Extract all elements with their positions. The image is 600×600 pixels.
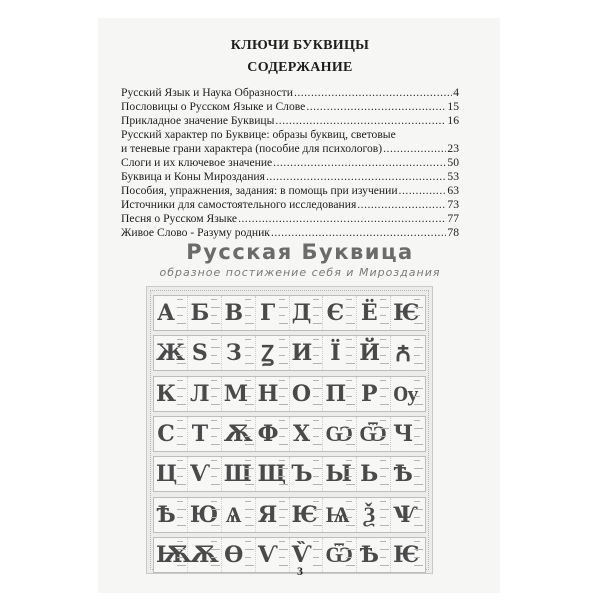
letter-cell [188,457,222,491]
letter-notes-decoration [313,297,322,329]
letter-notes-decoration [245,458,254,490]
toc-entry-page: 16 [447,114,459,127]
letter-notes-decoration [414,458,423,490]
toc-entry-page: 15 [447,100,459,113]
letter-notes-decoration [380,337,389,369]
letter-glyph: Ъ [291,461,313,488]
alphabet-row [153,456,426,492]
toc-entry-page: 53 [447,170,459,183]
letter-notes-decoration [414,337,423,369]
letter-cell [323,336,357,370]
letter-notes-decoration [245,297,254,329]
letter-notes-decoration [177,458,186,490]
letter-glyph: Ю [189,501,219,528]
letter-cell [357,498,391,532]
letter-glyph: Ѥ [393,300,420,326]
alphabet-title: Русская Буквица [186,240,414,264]
letter-glyph: Ꙁ [261,341,274,368]
letter-cell [290,296,324,330]
letter-notes-decoration [346,458,355,490]
toc-entry-page: 63 [447,184,459,197]
letter-glyph: Л [190,380,210,407]
letter-glyph: Ѿ [359,420,387,447]
letter-notes-decoration [346,297,355,329]
letter-glyph: Ꙉ [395,341,412,368]
toc-leader-dots [238,212,446,226]
letter-glyph: Ѹ [393,380,419,407]
letter-cell [323,498,357,532]
letter-cell [357,336,391,370]
alphabet-row [153,376,426,412]
letter-glyph: В [224,300,244,326]
letter-cell [323,296,357,330]
letter-notes-decoration [211,337,220,369]
toc-entry-title: Песня о Русском Языке [121,212,238,225]
toc-entry [121,128,459,142]
toc-entry-title: Прикладное значение Буквицы [121,114,275,127]
letter-glyph: Ф [257,420,279,447]
letter-glyph: П [325,380,347,407]
letter-notes-decoration [177,337,186,369]
toc-entry [121,142,459,156]
alphabet-subtitle: образное постижение себя и Мироздания [159,266,441,279]
letter-notes-decoration [211,458,220,490]
letter-cell [256,296,290,330]
letter-notes-decoration [380,499,389,531]
letter-notes-decoration [279,337,288,369]
toc-entry-page: 73 [447,198,459,211]
toc-entry [121,212,459,226]
letter-glyph: С [157,420,175,447]
letter-glyph: Ѣ [359,541,379,568]
letter-cell [188,377,222,411]
letter-glyph: Н [257,380,279,407]
alphabet-row [153,497,426,533]
toc-entry-page: 50 [447,156,459,169]
letter-glyph: Ё [360,300,378,326]
letter-glyph: Ѣ [156,501,176,528]
letter-notes-decoration [245,418,254,450]
letter-notes-decoration [414,378,423,410]
letter-notes-decoration [346,378,355,410]
toc-leader-dots [357,198,446,212]
toc-entry-title: Русский Язык и Наука Образности [121,86,293,99]
page-title: КЛЮЧИ БУКВИЦЫ [230,38,370,53]
toc-entry-page: 23 [447,142,459,155]
letter-notes-decoration [245,378,254,410]
letter-notes-decoration [414,499,423,531]
letter-cell [188,336,222,370]
toc-entry-title: и теневые грани характера (пособие для психологов) [121,142,383,155]
letter-glyph: Ш [223,461,252,488]
letter-glyph: Р [360,380,378,407]
toc-entry-title: Русский характер по Буквице: образы буквиц, световые [121,128,396,141]
letter-cell [256,498,290,532]
letter-cell [290,417,324,451]
letter-notes-decoration [245,499,254,531]
letter-glyph: А [157,300,175,326]
letter-cell [290,377,324,411]
letter-cell [256,377,290,411]
letter-notes-decoration [313,337,322,369]
letter-notes-decoration [177,418,186,450]
toc-leader-dots [271,226,446,240]
toc-entry-title: Пособия, упражнения, задания: в помощь при изучении [121,184,398,197]
toc-entry-title: Пословицы о Русском Языке и Слове [121,100,306,113]
toc-entry [121,114,459,128]
letter-cell [357,457,391,491]
letter-cell [188,296,222,330]
letter-cell [188,498,222,532]
toc-entry-title: Слоги и их ключевое значение [121,156,273,169]
letter-glyph: Ѭ [156,541,192,568]
letter-cell [256,417,290,451]
letter-glyph: Ѫ [223,420,253,447]
letter-glyph: Ѕ [191,340,208,367]
letter-notes-decoration [279,499,288,531]
alphabet-row [153,295,426,331]
letter-glyph: Ц [156,461,178,488]
letter-glyph: К [156,380,177,407]
letter-cell [154,296,188,330]
letter-glyph: Ѳ [224,541,244,568]
letter-cell [256,336,290,370]
toc-leader-dots [399,184,447,198]
letter-cell [391,498,425,532]
toc-leader-dots [273,156,446,170]
letter-cell [222,296,256,330]
letter-notes-decoration [313,458,322,490]
letter-notes-decoration [346,337,355,369]
letter-glyph: Ѵ [257,541,278,568]
letter-notes-decoration [177,297,186,329]
letter-cell [323,377,357,411]
letter-cell [188,417,222,451]
letter-glyph: Ѣ [393,461,413,488]
letter-glyph: Є [326,300,345,326]
letter-glyph: Ж [156,340,185,367]
toc-leader-dots [275,114,446,128]
letter-cell [154,498,188,532]
letter-notes-decoration [177,499,186,531]
letter-glyph: Й [359,340,381,367]
letter-glyph: Ѱ [393,501,418,528]
letter-notes-decoration [414,297,423,329]
letter-cell [222,377,256,411]
letter-notes-decoration [279,458,288,490]
letter-glyph: Ы [325,461,352,488]
letter-glyph: Б [190,300,210,326]
letter-cell [323,457,357,491]
letter-cell [391,296,425,330]
letter-notes-decoration [279,418,288,450]
letter-notes-decoration [279,378,288,410]
letter-cell [323,417,357,451]
toc-leader-dots [294,86,452,100]
letter-glyph: М [223,380,249,407]
alphabet-row [153,335,426,371]
letter-cell [222,336,256,370]
toc-entry-page: 78 [447,226,459,239]
letter-glyph: Ѵ [189,461,211,488]
letter-notes-decoration [346,418,355,450]
letter-cell [154,377,188,411]
letter-glyph: Ѫ [189,541,219,568]
letter-glyph: Ѯ [363,501,376,528]
letter-notes-decoration [313,499,322,531]
letter-notes-decoration [245,337,254,369]
letter-notes-decoration [380,458,389,490]
letter-glyph: Ѷ [291,541,312,568]
toc-leader-dots [383,142,446,156]
toc-entry [121,184,459,198]
letter-cell [222,457,256,491]
table-of-contents [121,86,459,240]
letter-notes-decoration [211,378,220,410]
letter-cell [290,336,324,370]
letter-glyph: Ѩ [325,501,350,528]
letter-notes-decoration [346,499,355,531]
letter-glyph: Х [292,420,311,447]
letter-cell [391,336,425,370]
toc-entry [121,86,459,100]
letter-glyph: Ѿ [325,541,353,568]
letter-cell [391,377,425,411]
alphabet-chart [146,286,433,574]
toc-leader-dots [306,100,446,114]
letter-glyph: Ѥ [393,541,420,568]
letter-notes-decoration [211,499,220,531]
letter-cell [357,296,391,330]
letter-notes-decoration [279,297,288,329]
letter-cell [290,457,324,491]
toc-leader-dots [266,170,446,184]
letter-glyph: Щ [257,461,287,488]
letter-cell [391,457,425,491]
toc-entry-title: Живое Слово - Разуму родник [121,226,270,239]
letter-glyph: Ч [393,420,414,447]
letter-notes-decoration [380,297,389,329]
letter-cell [154,417,188,451]
letter-glyph: Ѧ [225,501,242,528]
letter-cell [154,457,188,491]
letter-notes-decoration [313,418,322,450]
toc-entry [121,156,459,170]
letter-notes-decoration [380,418,389,450]
toc-entry-page: 4 [453,86,459,99]
letter-notes-decoration [313,378,322,410]
toc-entry-title: Буквица и Коны Мироздания [121,170,265,183]
toc-entry [121,198,459,212]
letter-notes-decoration [380,378,389,410]
letter-cell [391,417,425,451]
toc-entry-page: 77 [447,212,459,225]
letter-cell [222,498,256,532]
letter-cell [357,377,391,411]
letter-glyph: Д [291,300,312,326]
letter-glyph: О [291,380,312,407]
letter-notes-decoration [211,297,220,329]
toc-entry [121,226,459,240]
toc-entry-title: Источники для самостоятельного исследования [121,198,357,211]
toc-entry [121,170,459,184]
letter-glyph: Т [191,420,209,447]
letter-glyph: Ь [360,461,379,488]
letter-notes-decoration [211,418,220,450]
letter-cell [256,457,290,491]
letter-cell [357,417,391,451]
letter-glyph: Г [260,300,276,326]
letter-cell [222,417,256,451]
letter-glyph: З [225,340,242,367]
letter-glyph: Я [257,501,278,528]
letter-cell [154,336,188,370]
letter-glyph: Ї [330,340,341,367]
letter-notes-decoration [177,378,186,410]
letter-notes-decoration [414,418,423,450]
letter-glyph: Ѡ [325,420,353,447]
letter-cell [290,498,324,532]
letter-glyph: И [291,340,313,367]
toc-entry [121,100,459,114]
contents-heading: СОДЕРЖАНИЕ [247,60,353,75]
page-number: 3 [297,564,303,578]
letter-glyph: Ѥ [291,501,318,528]
alphabet-row [153,416,426,452]
